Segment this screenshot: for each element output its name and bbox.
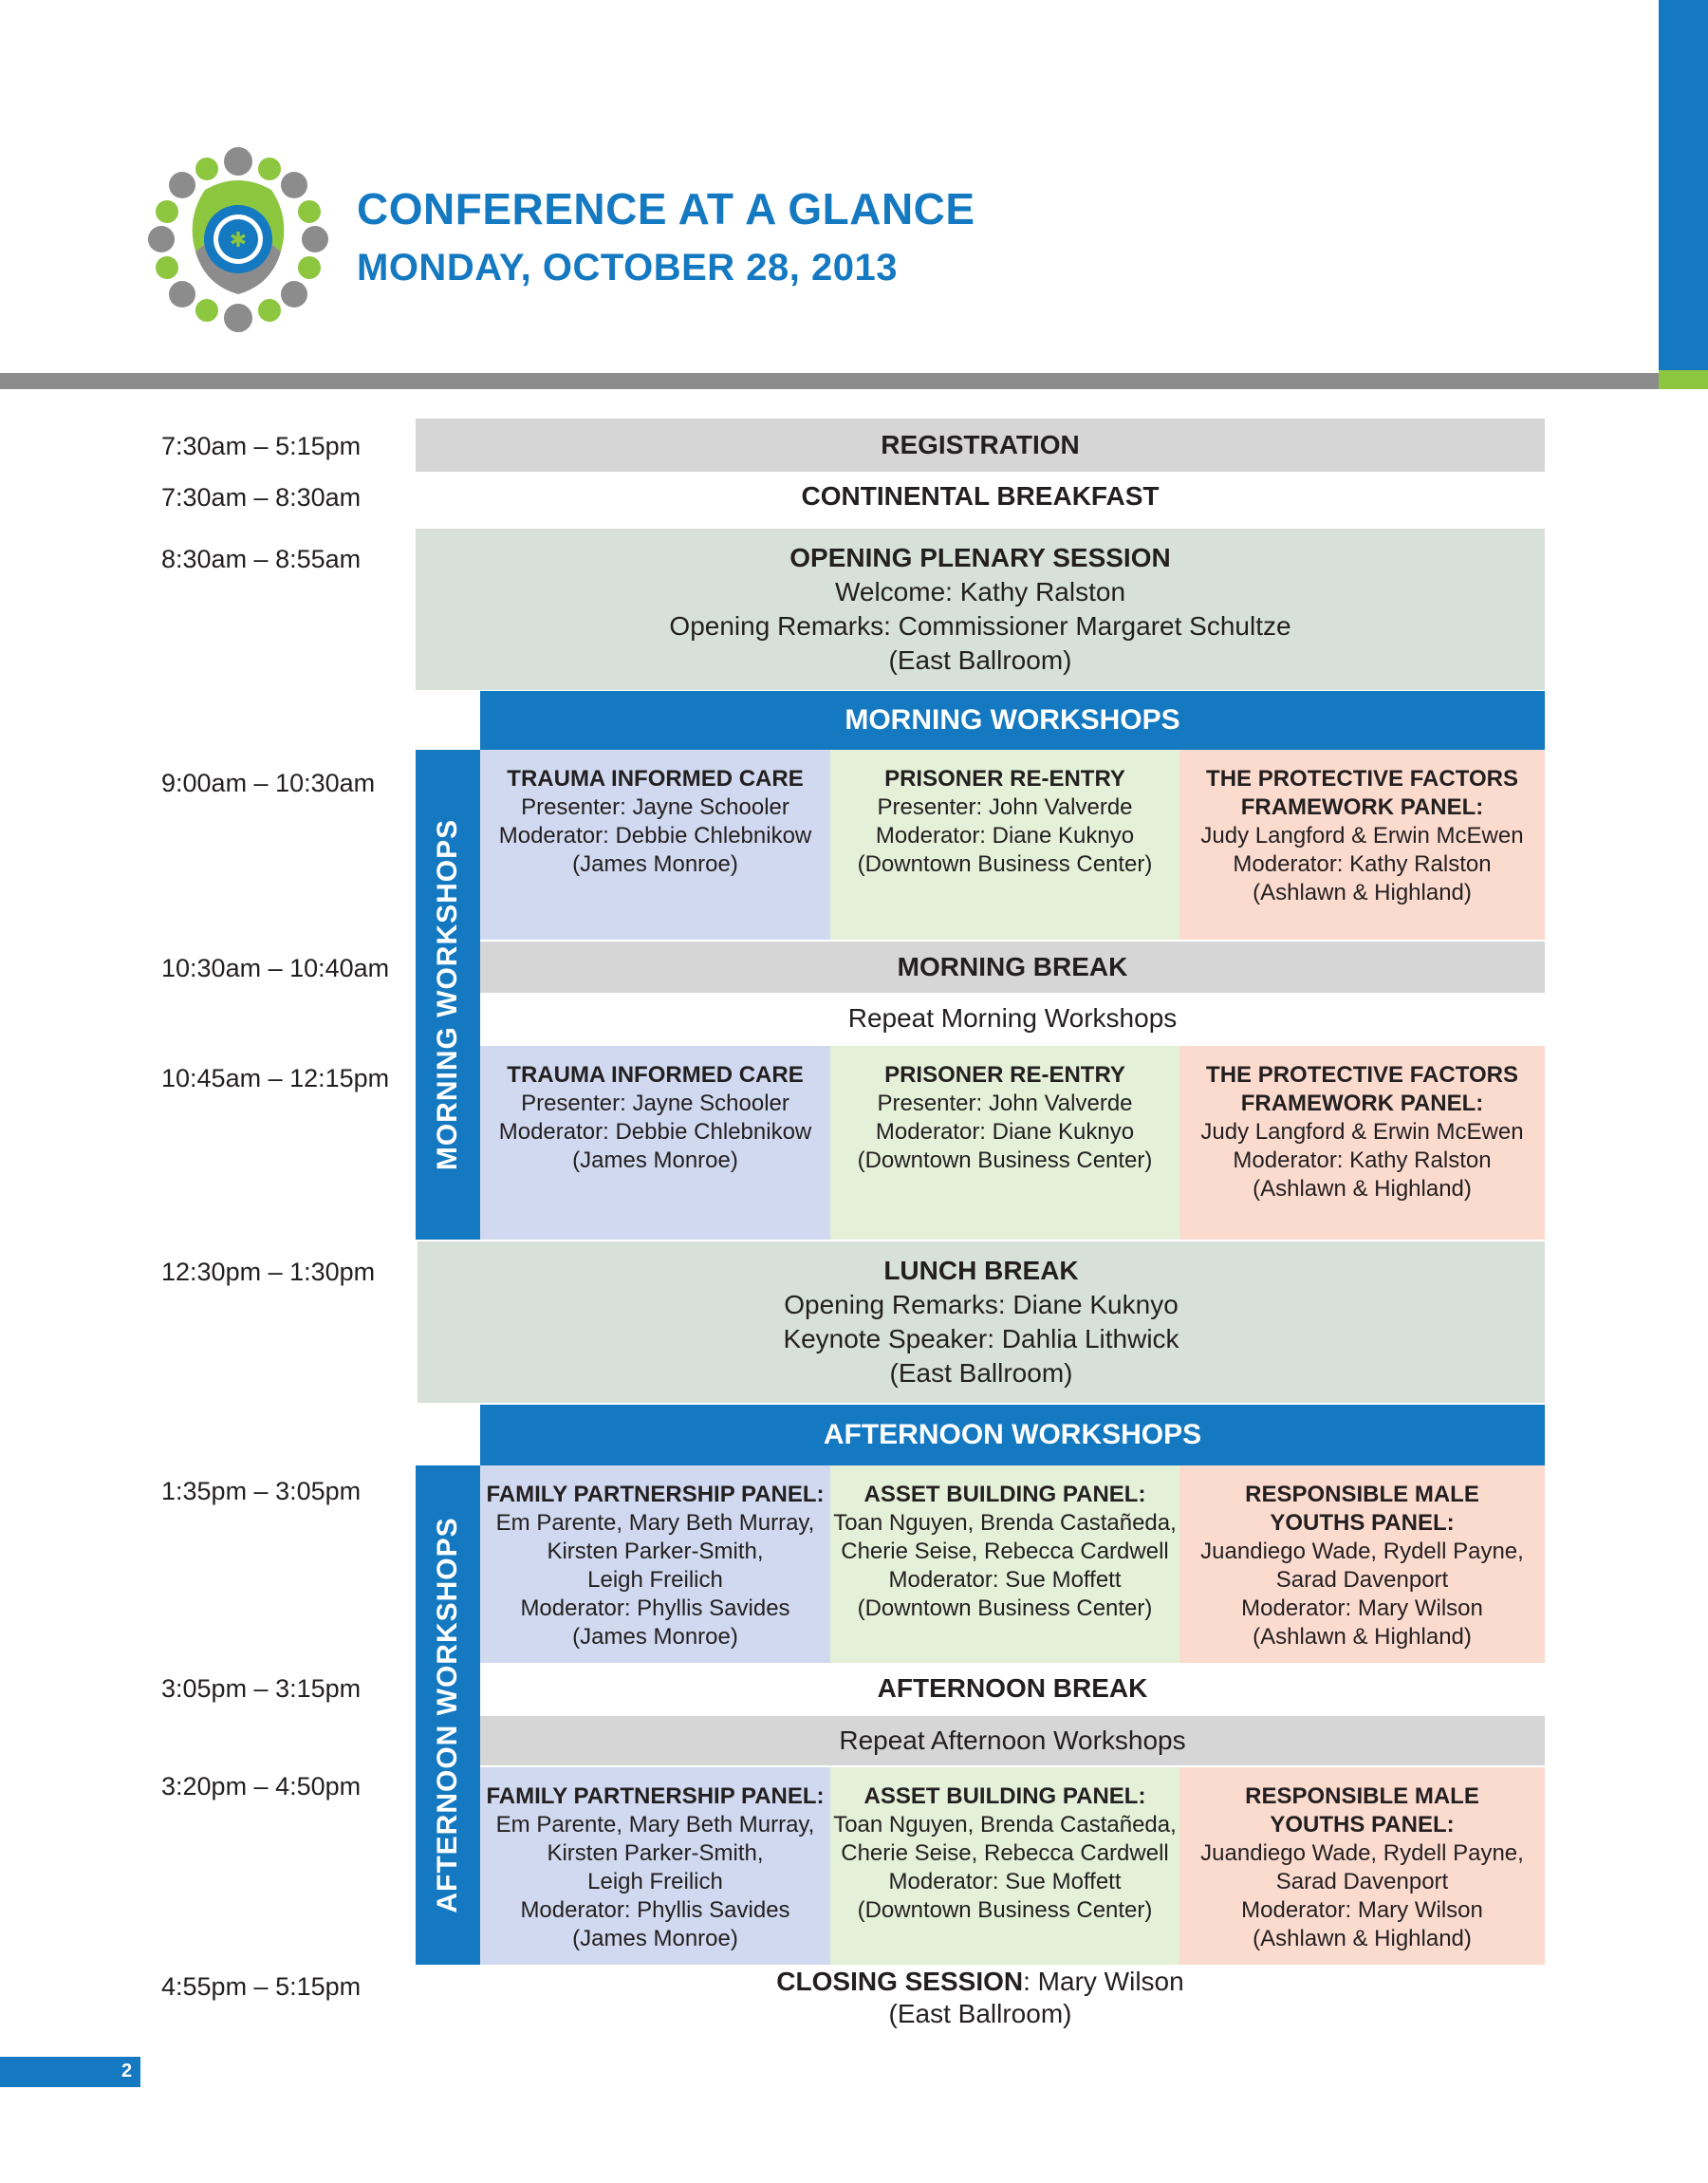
closing-speaker: : Mary Wilson bbox=[1023, 1967, 1184, 1996]
closing-session-block bbox=[416, 1965, 1545, 2031]
lunch-label: LUNCH BREAK bbox=[883, 1256, 1079, 1285]
afternoon-workshops-header-label: AFTERNOON WORKSHOPS bbox=[823, 1419, 1202, 1450]
workshop-presenters: Judy Langford & Erwin McEwen bbox=[1200, 823, 1524, 849]
morning-workshop-reentry-1 bbox=[830, 750, 1179, 940]
morning-side-bar bbox=[416, 750, 480, 1240]
workshop-presenter: Presenter: John Valverde bbox=[877, 1091, 1133, 1116]
workshop-presenters: Juandiego Wade, Rydell Payne, bbox=[1200, 1539, 1524, 1564]
workshop-title: ASSET BUILDING PANEL: bbox=[863, 1783, 1146, 1809]
workshop-title: PRISONER RE-ENTRY bbox=[884, 1062, 1125, 1088]
workshop-location: (Downtown Business Center) bbox=[857, 851, 1153, 877]
lunch-keynote: Keynote Speaker: Dahlia Lithwick bbox=[783, 1324, 1179, 1353]
workshop-moderator: Moderator: Debbie Chlebnikow bbox=[498, 823, 812, 849]
header-divider bbox=[0, 373, 1659, 389]
workshop-presenters: Sarad Davenport bbox=[1275, 1567, 1449, 1593]
workshop-presenters: Cherie Seise, Rebecca Cardwell bbox=[841, 1539, 1169, 1564]
morning-workshops-header bbox=[480, 691, 1545, 750]
workshop-presenters: Em Parente, Mary Beth Murray, bbox=[495, 1510, 815, 1536]
time-lunch: 12:30pm – 1:30pm bbox=[161, 1258, 376, 1286]
workshop-presenters: Kirsten Parker-Smith, bbox=[547, 1539, 764, 1564]
workshop-location: (Downtown Business Center) bbox=[857, 1147, 1153, 1173]
workshop-presenters: Toan Nguyen, Brenda Castañeda, bbox=[833, 1510, 1177, 1536]
afternoon-workshops-header bbox=[480, 1405, 1545, 1465]
logo-graphic bbox=[148, 142, 328, 337]
morning-workshop-trauma-2 bbox=[480, 1046, 830, 1240]
side-accent-bar bbox=[1659, 0, 1708, 370]
workshop-location: (Ashlawn & Highland) bbox=[1253, 1624, 1472, 1650]
workshop-location: (Ashlawn & Highland) bbox=[1253, 880, 1472, 905]
afternoon-break-label: AFTERNOON BREAK bbox=[877, 1673, 1148, 1703]
workshop-title-line2: FRAMEWORK PANEL: bbox=[1240, 794, 1484, 820]
workshop-moderator: Moderator: Diane Kuknyo bbox=[875, 823, 1135, 849]
morning-workshop-protective-1 bbox=[1179, 750, 1545, 940]
conference-logo bbox=[148, 142, 328, 337]
workshop-presenters: Kirsten Parker-Smith, bbox=[547, 1840, 764, 1866]
workshop-title: PRISONER RE-ENTRY bbox=[884, 766, 1125, 792]
workshop-presenters: Cherie Seise, Rebecca Cardwell bbox=[841, 1840, 1169, 1866]
opening-label: OPENING PLENARY SESSION bbox=[789, 543, 1171, 572]
workshop-moderator: Moderator: Mary Wilson bbox=[1241, 1897, 1483, 1923]
workshop-location: (James Monroe) bbox=[572, 1926, 738, 1951]
workshop-title: RESPONSIBLE MALE bbox=[1245, 1482, 1479, 1507]
closing-label: CLOSING SESSION bbox=[776, 1967, 1024, 1996]
registration-label: REGISTRATION bbox=[881, 430, 1080, 459]
afternoon-workshop-family-1 bbox=[480, 1465, 830, 1663]
time-closing: 4:55pm – 5:15pm bbox=[161, 1972, 362, 2001]
workshop-location: (James Monroe) bbox=[572, 851, 738, 877]
workshop-location: (Ashlawn & Highland) bbox=[1253, 1176, 1472, 1202]
opening-remarks: Opening Remarks: Commissioner Margaret Schultze bbox=[669, 611, 1291, 641]
workshop-moderator: Moderator: Diane Kuknyo bbox=[875, 1119, 1135, 1145]
time-afternoon-break: 3:05pm – 3:15pm bbox=[161, 1674, 362, 1703]
morning-repeat-label: Repeat Morning Workshops bbox=[847, 1003, 1178, 1033]
workshop-presenter: Presenter: Jayne Schooler bbox=[521, 1091, 789, 1116]
workshop-presenters: Em Parente, Mary Beth Murray, bbox=[495, 1812, 815, 1838]
time-morning-session-1: 9:00am – 10:30am bbox=[161, 769, 376, 797]
workshop-presenters: Leigh Freilich bbox=[587, 1567, 723, 1593]
workshop-title: ASSET BUILDING PANEL: bbox=[863, 1482, 1146, 1507]
workshop-presenters: Judy Langford & Erwin McEwen bbox=[1200, 1119, 1524, 1145]
morning-workshop-reentry-2 bbox=[830, 1046, 1179, 1240]
workshop-moderator: Moderator: Kathy Ralston bbox=[1233, 1147, 1492, 1173]
workshop-location: (Downtown Business Center) bbox=[857, 1897, 1153, 1923]
time-afternoon-session-1: 1:35pm – 3:05pm bbox=[161, 1477, 362, 1505]
morning-side-label: MORNING WORKSHOPS bbox=[432, 818, 463, 1171]
workshop-location: (Ashlawn & Highland) bbox=[1253, 1926, 1472, 1951]
afternoon-repeat-row bbox=[480, 1716, 1545, 1765]
closing-location: (East Ballroom) bbox=[888, 1999, 1072, 2028]
time-opening: 8:30am – 8:55am bbox=[161, 545, 362, 573]
time-registration: 7:30am – 5:15pm bbox=[161, 432, 362, 460]
workshop-title: FAMILY PARTNERSHIP PANEL: bbox=[486, 1482, 825, 1507]
afternoon-workshop-asset-2 bbox=[830, 1767, 1179, 1965]
workshop-location: (James Monroe) bbox=[572, 1624, 738, 1650]
side-accent-green-bar bbox=[1659, 370, 1708, 389]
page-title: CONFERENCE AT A GLANCE bbox=[357, 184, 975, 233]
workshop-moderator: Moderator: Sue Moffett bbox=[888, 1567, 1122, 1593]
morning-workshop-protective-2 bbox=[1179, 1046, 1545, 1240]
workshop-title: THE PROTECTIVE FACTORS bbox=[1206, 1062, 1518, 1088]
breakfast-label: CONTINENTAL BREAKFAST bbox=[801, 481, 1160, 511]
afternoon-repeat-label: Repeat Afternoon Workshops bbox=[839, 1726, 1186, 1755]
time-morning-break: 10:30am – 10:40am bbox=[161, 954, 390, 982]
page-number: 2 bbox=[121, 2061, 133, 2081]
time-afternoon-session-2: 3:20pm – 4:50pm bbox=[161, 1772, 362, 1801]
afternoon-workshop-male-youths-2 bbox=[1179, 1767, 1545, 1965]
workshop-title: TRAUMA INFORMED CARE bbox=[507, 766, 804, 792]
workshop-title: RESPONSIBLE MALE bbox=[1245, 1783, 1479, 1809]
workshop-moderator: Moderator: Debbie Chlebnikow bbox=[498, 1119, 812, 1145]
workshop-moderator: Moderator: Phyllis Savides bbox=[520, 1897, 790, 1923]
workshop-moderator: Moderator: Kathy Ralston bbox=[1233, 851, 1492, 877]
workshop-moderator: Moderator: Phyllis Savides bbox=[520, 1595, 790, 1621]
workshop-title: THE PROTECTIVE FACTORS bbox=[1206, 766, 1518, 792]
opening-location: (East Ballroom) bbox=[888, 645, 1072, 675]
morning-workshops-header-label: MORNING WORKSHOPS bbox=[845, 704, 1180, 736]
workshop-moderator: Moderator: Sue Moffett bbox=[888, 1869, 1122, 1894]
afternoon-side-label: AFTERNOON WORKSHOPS bbox=[432, 1517, 463, 1913]
page-date: MONDAY, OCTOBER 28, 2013 bbox=[357, 247, 898, 289]
afternoon-side-bar bbox=[416, 1465, 480, 1965]
time-morning-session-2: 10:45am – 12:15pm bbox=[161, 1064, 390, 1092]
registration-row bbox=[416, 419, 1545, 472]
workshop-presenters: Leigh Freilich bbox=[587, 1869, 723, 1894]
lunch-remarks: Opening Remarks: Diane Kuknyo bbox=[784, 1290, 1179, 1319]
workshop-location: (James Monroe) bbox=[572, 1147, 738, 1173]
afternoon-workshop-asset-1 bbox=[830, 1465, 1179, 1663]
morning-break-label: MORNING BREAK bbox=[897, 952, 1128, 981]
workshop-presenter: Presenter: John Valverde bbox=[877, 794, 1133, 820]
opening-plenary-block bbox=[416, 529, 1545, 690]
lunch-block bbox=[418, 1241, 1545, 1403]
workshop-title-line2: FRAMEWORK PANEL: bbox=[1240, 1091, 1484, 1116]
workshop-title-line2: YOUTHS PANEL: bbox=[1270, 1510, 1455, 1536]
breakfast-row bbox=[416, 472, 1545, 521]
workshop-presenters: Juandiego Wade, Rydell Payne, bbox=[1200, 1840, 1524, 1866]
time-breakfast: 7:30am – 8:30am bbox=[161, 483, 362, 512]
lunch-location: (East Ballroom) bbox=[889, 1358, 1073, 1388]
workshop-location: (Downtown Business Center) bbox=[857, 1595, 1153, 1621]
svg-text:✱: ✱ bbox=[229, 229, 248, 252]
page-number-tab bbox=[0, 2057, 140, 2087]
workshop-title-line2: YOUTHS PANEL: bbox=[1270, 1812, 1455, 1838]
workshop-title: FAMILY PARTNERSHIP PANEL: bbox=[486, 1783, 825, 1809]
morning-repeat-row bbox=[480, 993, 1545, 1044]
workshop-moderator: Moderator: Mary Wilson bbox=[1241, 1595, 1483, 1621]
workshop-presenters: Toan Nguyen, Brenda Castañeda, bbox=[833, 1812, 1177, 1838]
opening-welcome: Welcome: Kathy Ralston bbox=[834, 577, 1126, 606]
morning-break-row bbox=[480, 942, 1545, 993]
workshop-title: TRAUMA INFORMED CARE bbox=[507, 1062, 804, 1088]
workshop-presenters: Sarad Davenport bbox=[1275, 1869, 1449, 1894]
afternoon-break-row bbox=[480, 1663, 1545, 1714]
morning-workshop-trauma-1 bbox=[480, 750, 830, 940]
afternoon-workshop-family-2 bbox=[480, 1767, 830, 1965]
afternoon-workshop-male-youths-1 bbox=[1179, 1465, 1545, 1663]
workshop-presenter: Presenter: Jayne Schooler bbox=[521, 794, 789, 820]
closing-line bbox=[776, 1966, 1183, 1998]
